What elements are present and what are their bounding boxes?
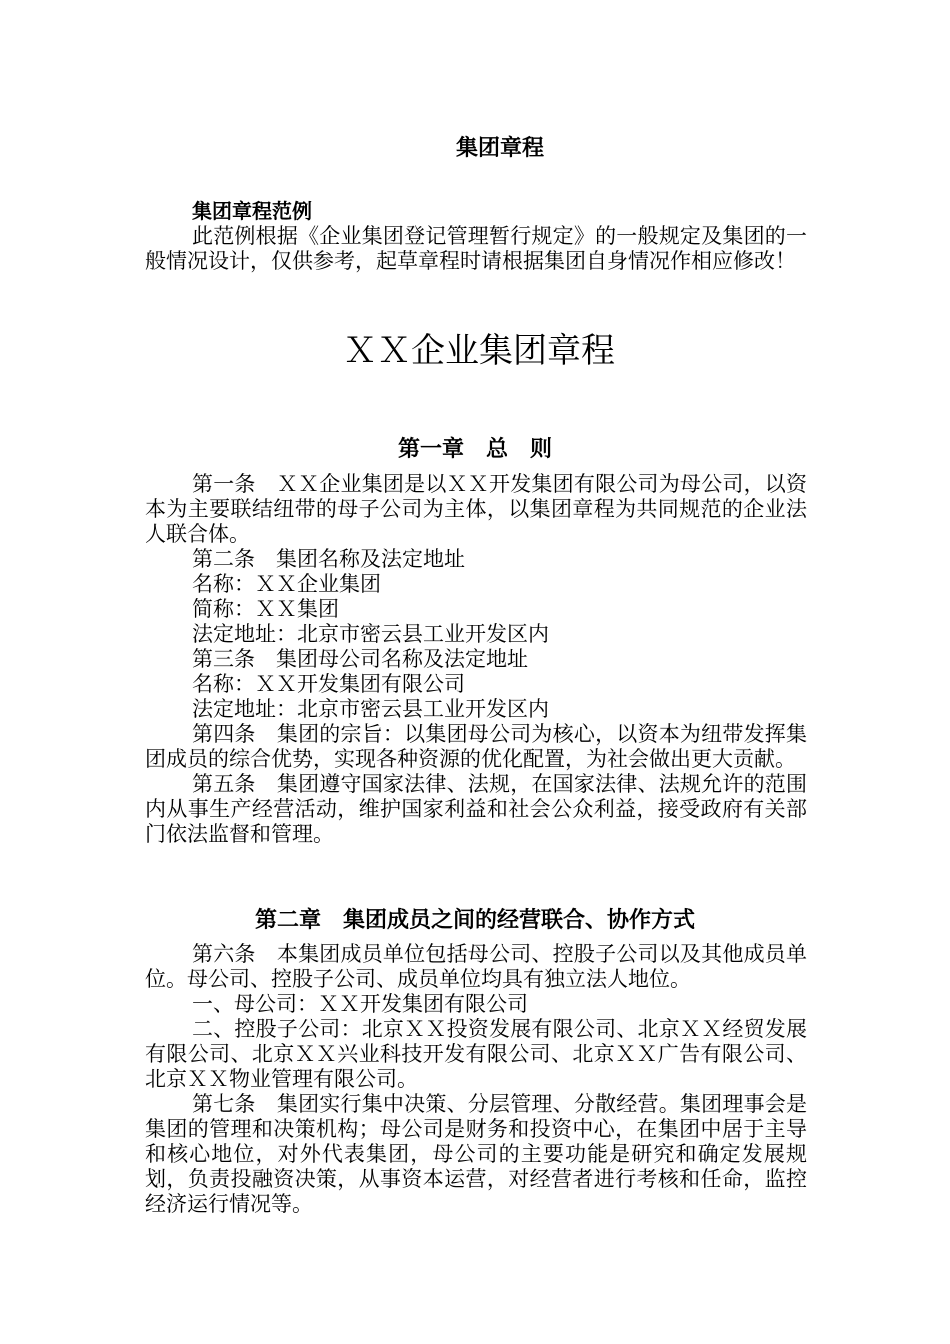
intro-section	[145, 199, 807, 274]
intro-heading: 集团章程范例	[192, 199, 312, 223]
chapter-1-title: 第一章 总 则	[397, 436, 552, 462]
article-6-paragraph: 第六条 本集团成员单位包括母公司、控股子公司以及其他成员单位。母公司、控股子公司、成员单位均具有独立法人地位。	[145, 942, 807, 991]
article-2-paragraph: 第二条 集团名称及法定地址	[192, 547, 465, 571]
article-4-paragraph: 第四条 集团的宗旨：以集团母公司为核心，以资本为纽带发挥集团成员的综合优势，实现各种资源的优化配置，为社会做出更大贡献。	[145, 722, 807, 771]
parent-company-address-line: 法定地址：北京市密云县工业开发区内	[192, 697, 549, 721]
main-title: ＸＸ企业集团章程	[343, 331, 615, 371]
intro-paragraph: 此范例根据《企业集团登记管理暂行规定》的一般规定及集团的一般情况设计，仅供参考，起草章程时请根据集团自身情况作相应修改！	[145, 224, 807, 273]
parent-company-name-line: 名称：ＸＸ开发集团有限公司	[192, 672, 465, 696]
chapter-1-body	[145, 472, 807, 847]
group-short-name-line: 简称：ＸＸ集团	[192, 597, 339, 621]
article-7-paragraph: 第七条 集团实行集中决策、分层管理、分散经营。集团理事会是集团的管理和决策机构；母公司是财务和投资中心，在集团中居于主导和核心地位，对外代表集团，母公司的主要功能是研究和确定发展规划，负责投融资决策，从事资本运营，对经营者进行考核和任命，监控经济运行情况等。	[145, 1092, 807, 1216]
chapter-2-title: 第二章 集团成员之间的经营联合、协作方式	[254, 907, 695, 933]
parent-company-item: 一、母公司：ＸＸ开发集团有限公司	[192, 992, 528, 1016]
group-address-line: 法定地址：北京市密云县工业开发区内	[192, 622, 549, 646]
article-3-paragraph: 第三条 集团母公司名称及法定地址	[192, 647, 528, 671]
group-name-line: 名称：ＸＸ企业集团	[192, 572, 381, 596]
article-1-paragraph: 第一条 ＸＸ企业集团是以ＸＸ开发集团有限公司为母公司，以资本为主要联结纽带的母子公司为主体，以集团章程为共同规范的企业法人联合体。	[145, 472, 807, 546]
article-5-paragraph: 第五条 集团遵守国家法律、法规，在国家法律、法规允许的范围内从事生产经营活动，维护国家利益和社会公众利益，接受政府有关部门依法监督和管理。	[145, 772, 807, 846]
chapter-2-body	[145, 942, 807, 1217]
document-title: 集团章程	[455, 136, 544, 161]
subsidiaries-item: 二、控股子公司：北京ＸＸ投资发展有限公司、北京ＸＸ经贸发展有限公司、北京ＸＸ兴业科技开发有限公司、北京ＸＸ广告有限公司、北京ＸＸ物业管理有限公司。	[145, 1017, 807, 1091]
